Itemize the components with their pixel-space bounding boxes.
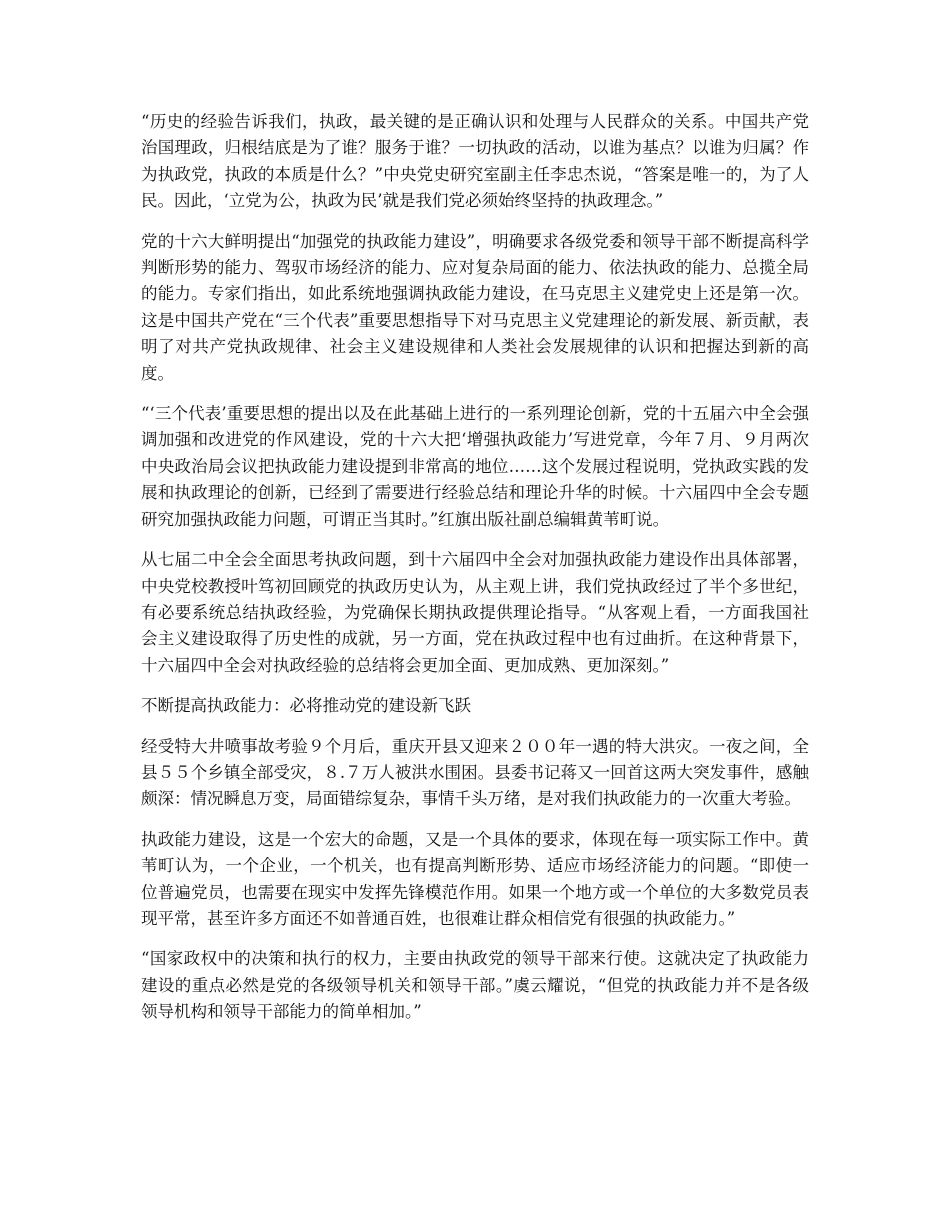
paragraph-3: “‘三个代表’重要思想的提出以及在此基础上进行的一系列理论创新，党的十五届六中全会强调加强和改进党的作风建设，党的十六大把‘增强执政能力’写进党章，今年７月、９月两次中央政治局会议把执政能力建设提到非常高的地位……这个发展过程说明，党执政实践的发展和执政理论的创新，已经到了需要进行经验总结和理论升华的时候。十六届四中全会专题研究加强执政能力问题，可谓正当其时。”红旗出版社副总编辑黄苇町说。 — [141, 404, 809, 529]
paragraph-6: 执政能力建设，这是一个宏大的命题，又是一个具体的要求，体现在每一项实际工作中。黄苇町认为，一个企业，一个机关，也有提高判断形势、适应市场经济能力的问题。“即使一位普遍党员，也需要在现实中发挥先锋模范作用。如果一个地方或一个单位的大多数党员表现平常，甚至许多方面还不如普通百姓，也很难让群众相信党有很强的执政能力。” — [141, 829, 809, 928]
paragraph-1: “历史的经验告诉我们，执政，最关键的是正确认识和处理与人民群众的关系。中国共产党治国理政，归根结底是为了谁？服务于谁？一切执政的活动，以谁为基点？以谁为归属？作为执政党，执政的本质是什么？”中央党史研究室副主任李忠杰说，“答案是唯一的，为了人民。因此，‘立党为公，执政为民’就是我们党必须始终坚持的执政理念。” — [141, 112, 809, 211]
section-heading: 不断提高执政能力：必将推动党的建设新飞跃 — [141, 696, 471, 716]
paragraph-7: “国家政权中的决策和执行的权力，主要由执政党的领导干部来行使。这就决定了执政能力建设的重点必然是党的各级领导机关和领导干部。”虞云耀说，“但党的执政能力并不是各级领导机构和领导干部能力的简单相加。” — [141, 949, 809, 1022]
paragraph-4: 从七届二中全会全面思考执政问题，到十六届四中全会对加强执政能力建设作出具体部署，中央党校教授叶笃初回顾党的执政历史认为，从主观上讲，我们党执政经过了半个多世纪，有必要系统总结执政经验，为党确保长期执政提供理论指导。“从客观上看，一方面我国社会主义建设取得了历史性的成就，另一方面，党在执政过程中也有过曲折。在这种背景下，十六届四中全会对执政经验的总结将会更加全面、更加成熟、更加深刻。” — [141, 550, 809, 675]
paragraph-2: 党的十六大鲜明提出“加强党的执政能力建设”，明确要求各级党委和领导干部不断提高科学判断形势的能力、驾驭市场经济的能力、应对复杂局面的能力、依法执政的能力、总揽全局的能力。专家们指出，如此系统地强调执政能力建设，在马克思主义建党史上还是第一次。这是中国共产党在“三个代表”重要思想指导下对马克思主义党建理论的新发展、新贡献，表明了对共产党执政规律、社会主义建设规律和人类社会发展规律的认识和把握达到新的高度。 — [141, 231, 809, 383]
paragraph-5: 经受特大井喷事故考验９个月后，重庆开县又迎来２００年一遇的特大洪灾。一夜之间，全县５５个乡镇全部受灾，８.７万人被洪水围困。县委书记蒋又一回首这两大突发事件，感触颇深：情况瞬息万变，局面错综复杂，事情千头万绪，是对我们执政能力的一次重大考验。 — [141, 736, 809, 809]
document-page — [141, 109, 809, 1026]
